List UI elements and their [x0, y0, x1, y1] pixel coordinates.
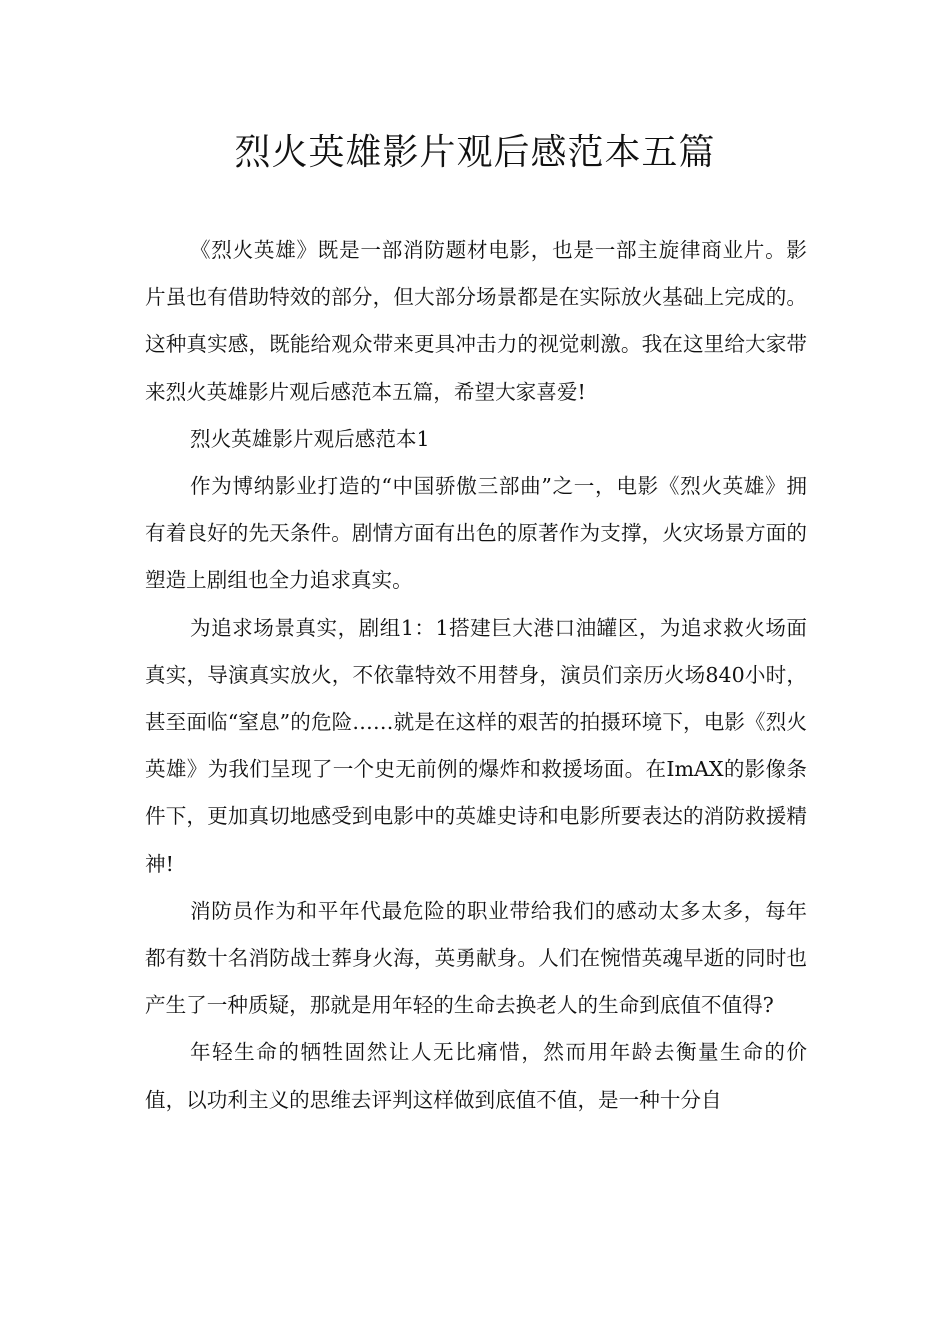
intro-paragraph: 《烈火英雄》既是一部消防题材电影，也是一部主旋律商业片。影片虽也有借助特效的部分，但大部分场景都是在实际放火基础上完成的。这种真实感，既能给观众带来更具冲击力的视觉刺激。我在这里给大家带来烈火英雄影片观后感范本五篇，希望大家喜爱! [145, 238, 807, 404]
body-paragraph: 消防员作为和平年代最危险的职业带给我们的感动太多太多，每年都有数十名消防战士葬身火海，英勇献身。人们在惋惜英魂早逝的同时也产生了一种质疑，那就是用年轻的生命去换老人的生命到底值不值得? [145, 898, 807, 1018]
section-heading: 烈火英雄影片观后感范本1 [190, 426, 430, 451]
body-paragraph: 作为博纳影业打造的“中国骄傲三部曲”之一，电影《烈火英雄》拥有着良好的先天条件。剧情方面有出色的原著作为支撑，火灾场景方面的塑造上剧组也全力追求真实。 [145, 474, 807, 593]
document-title: 烈火英雄影片观后感范本五篇 [234, 132, 716, 173]
body-paragraph: 为追求场景真实，剧组1：1搭建巨大港口油罐区，为追求救火场面真实，导演真实放火，不依靠特效不用替身，演员们亲历火场840小时，甚至面临“窒息”的危险……就是在这样的艰苦的拍摄环境下，电影《烈火英雄》为我们呈现了一个史无前例的爆炸和救援场面。在ImAX的影像条件下，更加真切地感受到电影中的英雄史诗和电影所要表达的消防救援精神! [145, 615, 807, 876]
document-body [145, 227, 807, 1124]
body-paragraph: 年轻生命的牺牲固然让人无比痛惜，然而用年龄去衡量生命的价值，以功利主义的思维去评判这样做到底值不值，是一种十分自 [145, 1040, 807, 1112]
